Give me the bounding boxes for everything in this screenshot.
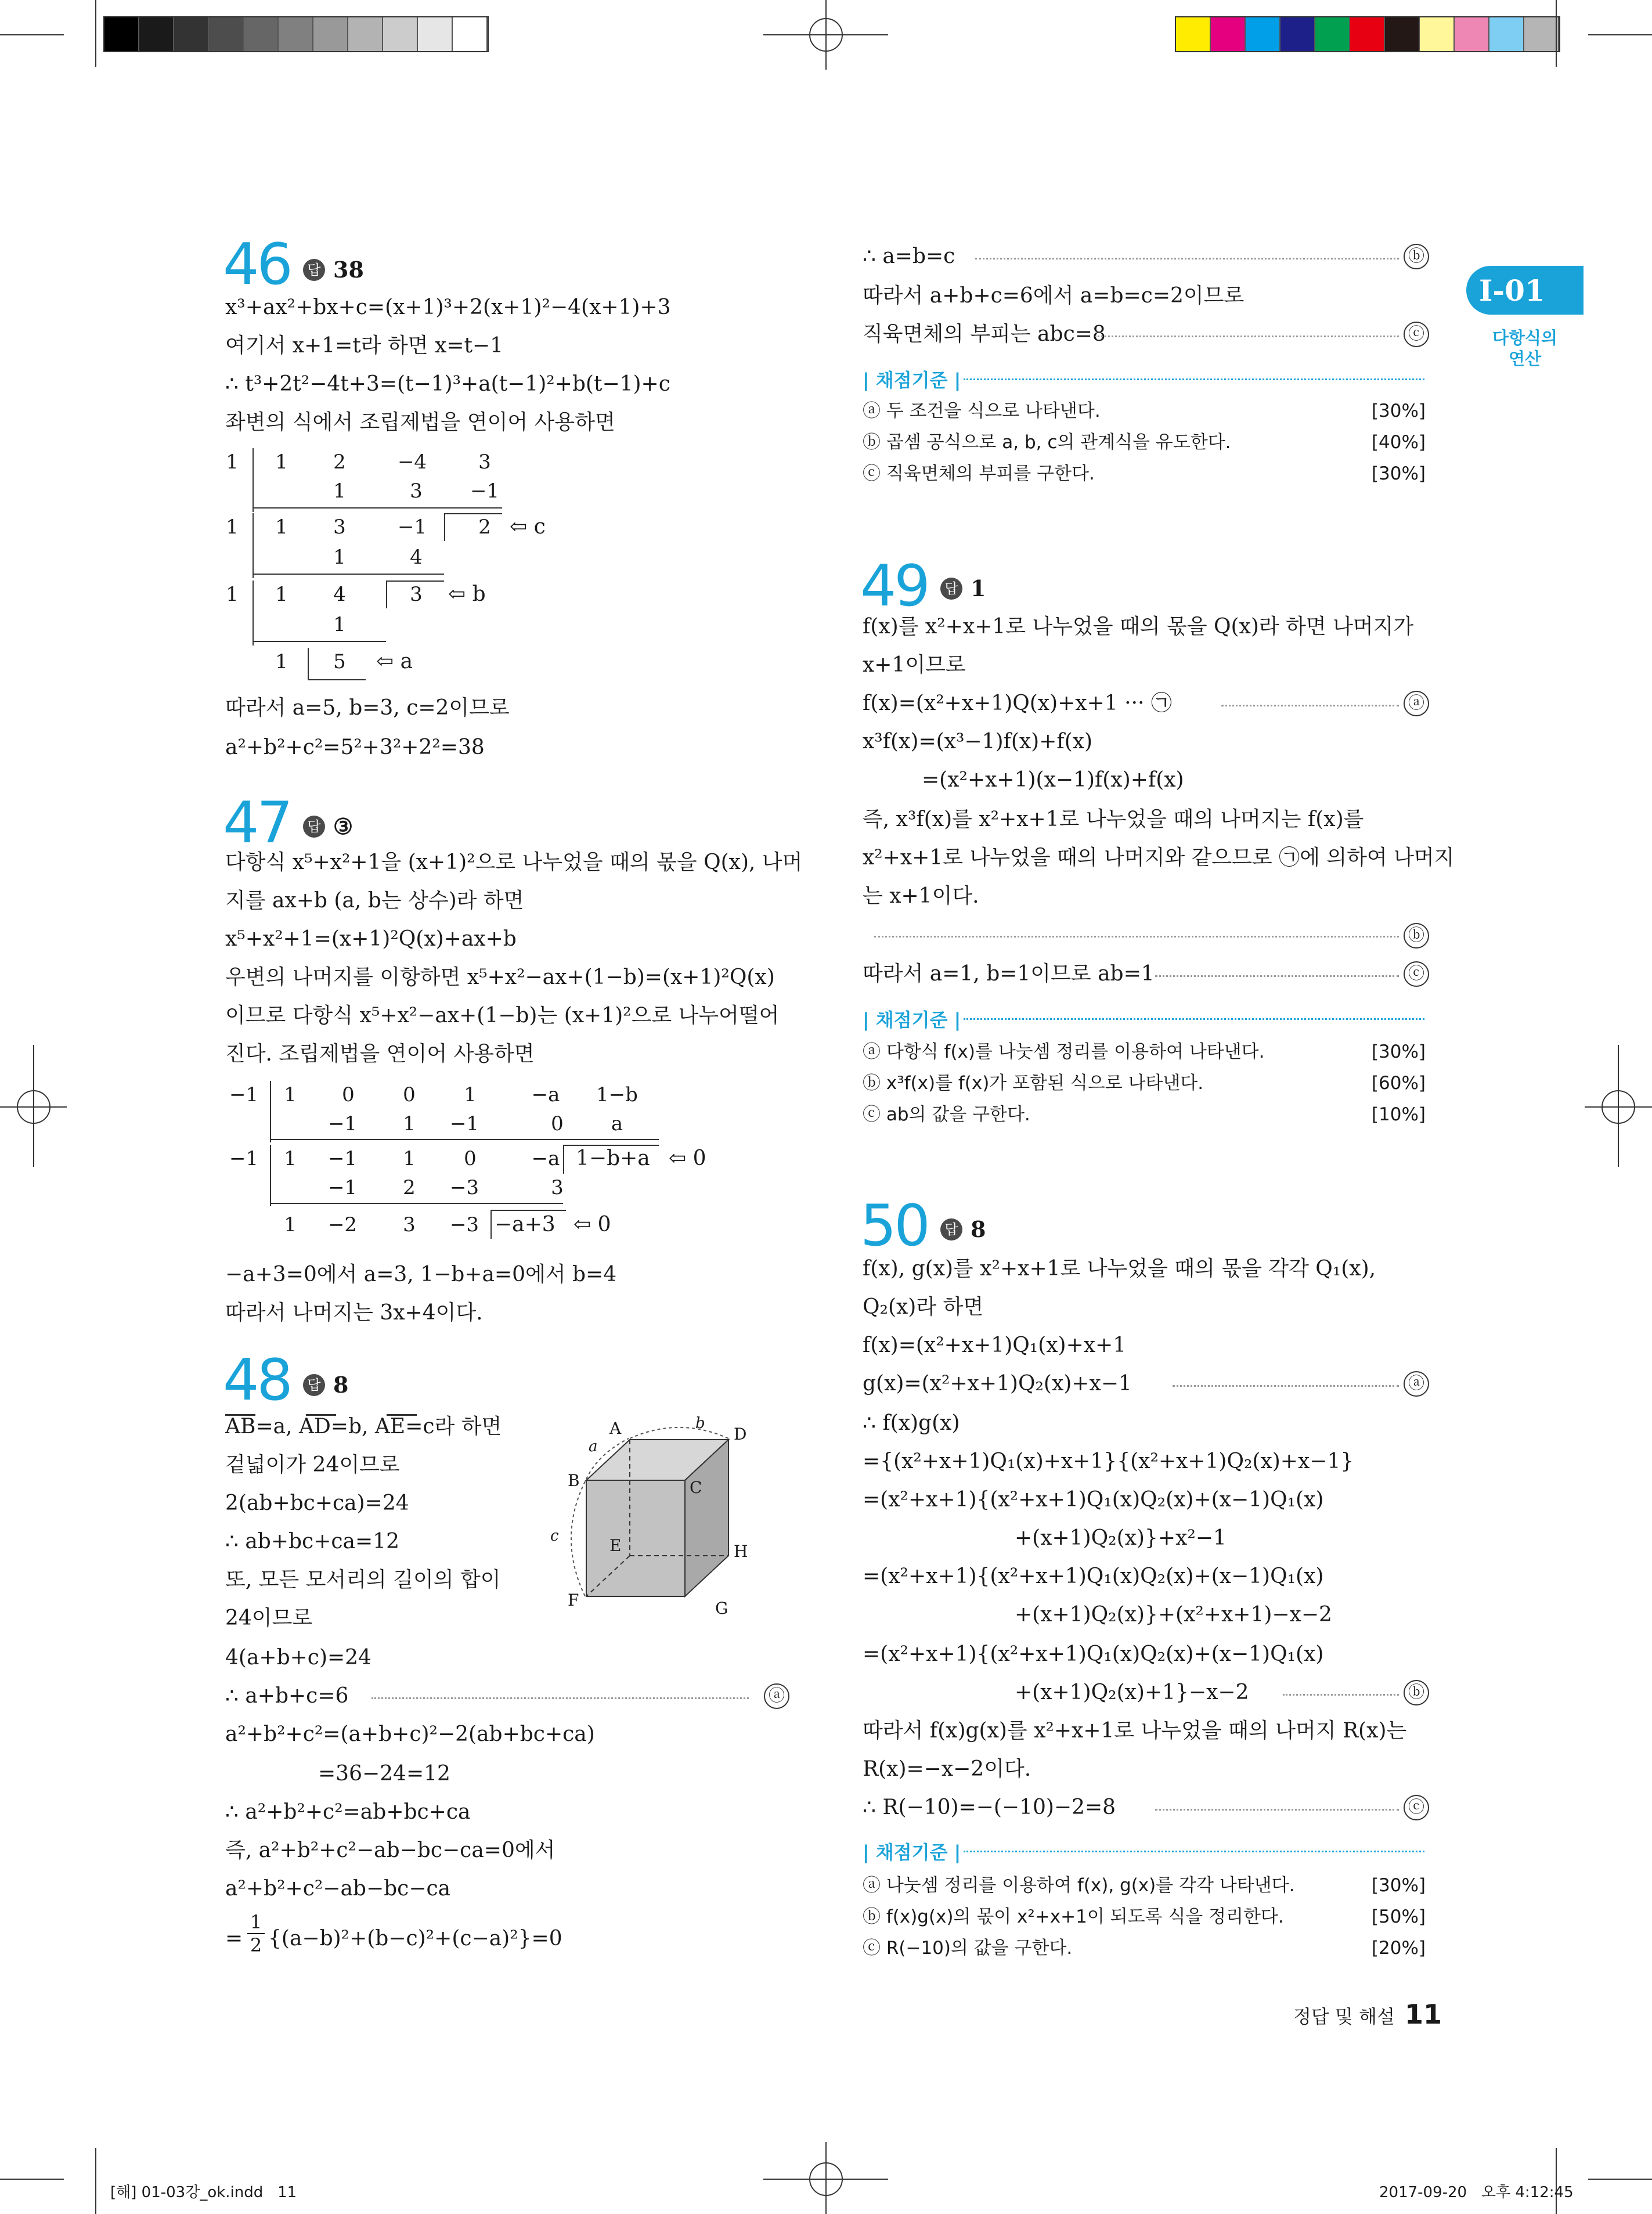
criteria-percent: [20%] [1371, 1938, 1426, 1959]
text-line: −a+3=0에서 a=3, 1−b+a=0에서 b=4 [225, 1263, 617, 1286]
answer-value: 8 [971, 1216, 986, 1242]
sd-cell: 3 [478, 450, 491, 474]
answer-label [303, 1372, 348, 1398]
vertex-label: F [568, 1591, 579, 1610]
text-line: +(x+1)Q₂(x)}+x²−1 [1015, 1526, 1227, 1550]
vertex-label: C [690, 1478, 702, 1497]
text-line: {(a−b)²+(b−c)²+(c−a)²}=0 [268, 1927, 562, 1950]
page-number: 11 [1405, 1999, 1442, 2030]
sd-cell: 3 [410, 583, 423, 606]
step-marker: ⓐ [764, 1683, 789, 1709]
sd-cell: 2 [403, 1176, 416, 1199]
text-line: f(x)를 x²+x+1로 나누었을 때의 몫을 Q(x)라 하면 나머지가 [863, 615, 1414, 639]
text-line: ∴ a=b=c [863, 244, 955, 268]
sd-cell: 1 [275, 450, 288, 474]
answer-value: 38 [333, 257, 364, 283]
text-line: 는 x+1이다. [863, 884, 979, 908]
sd-cell: 1−b [596, 1083, 638, 1106]
sd-cell: 0 [342, 1083, 355, 1106]
sd-cell: −1 [449, 1112, 479, 1135]
criteria-item: ⓐ 다항식 f(x)를 나눗셈 정리를 이용하여 나타낸다. [863, 1041, 1265, 1062]
text-line: =(x²+x+1){(x²+x+1)Q₁(x)Q₂(x)+(x−1)Q₁(x) [863, 1642, 1324, 1666]
text-line: a²+b²+c²=5²+3²+2²=38 [225, 735, 485, 759]
sd-cell: 0 [464, 1147, 477, 1170]
sd-cell: a [611, 1112, 623, 1135]
vertex-label: H [734, 1542, 748, 1561]
sd-arrow: ⇦ b [448, 582, 486, 606]
answer-value: ③ [333, 813, 354, 839]
text-line: Q₂(x)라 하면 [863, 1295, 984, 1319]
text-line: ∴ t³+2t²−4t+3=(t−1)³+a(t−1)²+b(t−1)+c [225, 372, 670, 396]
chapter-label-1: 다항식의 [1492, 328, 1558, 348]
answer-label [940, 1217, 986, 1242]
text-line: x²+x+1로 나누었을 때의 나머지와 같으므로 ㉠에 의하여 나머지 [863, 846, 1455, 870]
sd-cell: 3 [551, 1176, 564, 1199]
grading-criteria-label: 채점기준 [875, 1841, 948, 1863]
chapter-code: I-01 [1479, 273, 1545, 308]
text-line: x⁵+x²+1=(x+1)²Q(x)+ax+b [225, 927, 517, 951]
text-line: f(x), g(x)를 x²+x+1로 나누었을 때의 몫을 각각 Q₁(x), [863, 1257, 1376, 1281]
text-line: 다항식 x⁵+x²+1을 (x+1)²으로 나누었을 때의 몫을 Q(x), 나머 [225, 850, 803, 874]
text-line: 즉, x³f(x)를 x²+x+1로 나누었을 때의 나머지는 f(x)를 [863, 807, 1364, 831]
text-line: 즉, a²+b²+c²−ab−bc−ca=0에서 [225, 1838, 556, 1862]
sd-cell: 1 [403, 1147, 416, 1170]
sd-cell: −3 [449, 1176, 479, 1199]
grading-criteria-title: | 채점기준 | [863, 369, 961, 391]
sd-cell: 1 [333, 546, 346, 569]
problem-number: 46 [223, 232, 291, 298]
footer-label: 정답 및 해설 [1293, 2006, 1395, 2028]
fraction-numerator: 1 [250, 1911, 262, 1933]
text-line: +(x+1)Q₂(x)+1}−x−2 [1015, 1681, 1249, 1704]
sd-cell: 1 [275, 515, 288, 539]
sd-cell: 1 [275, 583, 288, 606]
criteria-item: ⓑ f(x)g(x)의 몫이 x²+x+1이 되도록 식을 정리한다. [863, 1906, 1284, 1927]
sd-cell: 1 [275, 650, 288, 673]
text-line: 직육면체의 부피는 abc=8 [863, 322, 1106, 346]
vertex-label: E [609, 1536, 622, 1555]
text-line: f(x)=(x²+x+1)Q(x)+x+1 ··· ㉠ [863, 691, 1172, 715]
text-line: g(x)=(x²+x+1)Q₂(x)+x−1 [863, 1372, 1132, 1396]
fraction [247, 1911, 265, 1956]
step-marker: ⓒ [1404, 322, 1429, 347]
sd-cell: 3 [403, 1213, 416, 1236]
sd-cell: 1 [464, 1083, 477, 1106]
cuboid-front-face [586, 1480, 685, 1596]
vertex-label: D [734, 1425, 747, 1444]
problem-number: 47 [223, 790, 291, 856]
sd-cell: −1 [470, 479, 500, 503]
criteria-item: ⓒ R(−10)의 값을 구한다. [863, 1938, 1073, 1959]
criteria-percent: [30%] [1371, 1875, 1426, 1896]
criteria-percent: [40%] [1371, 432, 1426, 453]
text-line: 24이므로 [225, 1606, 313, 1630]
step-marker: ⓑ [1404, 244, 1429, 269]
edge-label: a [589, 1438, 598, 1455]
sd-cell: −1 [229, 1147, 259, 1170]
text-line: =(x²+x+1){(x²+x+1)Q₁(x)Q₂(x)+(x−1)Q₁(x) [863, 1564, 1324, 1588]
text-line: = [225, 1927, 243, 1950]
edge-label: c [550, 1527, 559, 1545]
sd-cell: −1 [397, 515, 427, 539]
criteria-percent: [50%] [1371, 1906, 1426, 1927]
vertex-label: B [568, 1471, 580, 1490]
text-line: AB=a, AD=b, AE=c라 하면 [225, 1415, 502, 1438]
text-line: ∴ ab+bc+ca=12 [225, 1530, 399, 1553]
cuboid-figure [540, 1405, 795, 1620]
text-line: R(x)=−x−2이다. [863, 1757, 1031, 1781]
answer-value: 1 [971, 575, 986, 601]
answer-badge: 답 [303, 1374, 325, 1396]
sd-cell: 1 [284, 1213, 297, 1236]
text-line: x³+ax²+bx+c=(x+1)³+2(x+1)²−4(x+1)+3 [225, 295, 671, 319]
text-line: 지를 ax+b (a, b는 상수)라 하면 [225, 889, 524, 913]
sd-arrow: ⇦ a [376, 650, 413, 673]
sd-cell: −3 [449, 1213, 479, 1236]
sd-cell: 1 [403, 1112, 416, 1135]
sd-cell: −a+3 [495, 1213, 556, 1236]
text-line: 따라서 f(x)g(x)를 x²+x+1로 나누었을 때의 나머지 R(x)는 [863, 1719, 1407, 1743]
text-line: x³f(x)=(x³−1)f(x)+f(x) [863, 730, 1093, 753]
sd-cell: 1−b+a [576, 1146, 650, 1170]
sd-cell: 3 [410, 479, 423, 503]
answer-label [303, 814, 353, 839]
sd-cell: 5 [333, 650, 346, 673]
sd-cell: 1 [284, 1083, 297, 1106]
answer-label [940, 576, 986, 601]
criteria-item: ⓐ 두 조건을 식으로 나타낸다. [863, 401, 1101, 421]
answer-value: 8 [333, 1372, 349, 1398]
text-line: 따라서 a+b+c=6에서 a=b=c=2이므로 [863, 284, 1245, 308]
sd-cell: 0 [403, 1083, 416, 1106]
sd-cell: 1 [226, 515, 239, 539]
criteria-item: ⓒ 직육면체의 부피를 구한다. [863, 463, 1095, 484]
sd-cell: −1 [327, 1147, 358, 1170]
sd-arrow: ⇦ 0 [573, 1213, 611, 1236]
sd-cell: −1 [327, 1112, 358, 1135]
sd-cell: −a [531, 1147, 560, 1170]
sd-cell: 0 [551, 1112, 564, 1135]
text-line: 여기서 x+1=t라 하면 x=t−1 [225, 334, 503, 358]
criteria-item: ⓑ 곱셈 공식으로 a, b, c의 관계식을 유도한다. [863, 432, 1231, 453]
criteria-percent: [30%] [1371, 1041, 1426, 1062]
criteria-percent: [10%] [1371, 1104, 1426, 1125]
fraction-denominator: 2 [250, 1934, 262, 1956]
text-line: ∴ a+b+c=6 [225, 1684, 349, 1708]
problem-number: 50 [860, 1193, 928, 1259]
text-line: 따라서 a=1, b=1이므로 ab=1 [863, 962, 1155, 986]
text-line: 진다. 조립제법을 연이어 사용하면 [225, 1042, 535, 1066]
sd-cell: 1 [226, 450, 239, 474]
vertex-label: G [715, 1599, 728, 1618]
step-marker: ⓒ [1404, 961, 1429, 987]
criteria-percent: [30%] [1371, 401, 1426, 421]
grading-criteria-label: 채점기준 [875, 1009, 948, 1031]
text-line: ∴ a²+b²+c²=ab+bc+ca [225, 1800, 471, 1824]
slug-date: 2017-09-20 오후 4:12:45 [1379, 2184, 1574, 2201]
text-line: 따라서 a=5, b=3, c=2이므로 [225, 696, 510, 720]
text-line: 4(a+b+c)=24 [225, 1646, 371, 1669]
sd-cell: −2 [327, 1213, 358, 1236]
criteria-item: ⓑ x³f(x)를 f(x)가 포함된 식으로 나타낸다. [863, 1073, 1204, 1094]
text-line: =(x²+x+1)(x−1)f(x)+f(x) [922, 768, 1184, 792]
text-line: 따라서 나머지는 3x+4이다. [225, 1301, 483, 1325]
step-marker: ⓒ [1404, 1795, 1429, 1820]
grading-criteria-label: 채점기준 [875, 369, 948, 391]
sd-cell: 1 [333, 479, 346, 503]
slug-file: [해] 01-03강_ok.indd 11 [110, 2184, 297, 2201]
step-marker: ⓑ [1404, 923, 1429, 949]
text-line: 이므로 다항식 x⁵+x²−ax+(1−b)는 (x+1)²으로 나누어떨어 [225, 1004, 780, 1027]
grading-criteria-title: | 채점기준 | [863, 1009, 961, 1031]
text-line: a²+b²+c²−ab−bc−ca [225, 1877, 451, 1901]
sd-cell: 4 [333, 583, 346, 606]
problem-number: 48 [223, 1347, 291, 1414]
step-marker: ⓐ [1404, 691, 1429, 716]
chapter-label-2: 연산 [1508, 349, 1542, 369]
problem-number: 49 [860, 553, 928, 619]
text-line: ={(x²+x+1)Q₁(x)+x+1}{(x²+x+1)Q₂(x)+x−1} [863, 1449, 1354, 1473]
step-marker: ⓑ [1404, 1680, 1429, 1705]
sd-arrow: ⇦ c [510, 515, 546, 539]
text-line: ∴ f(x)g(x) [863, 1411, 960, 1435]
answer-badge: 답 [303, 816, 325, 838]
sd-cell: 2 [333, 450, 346, 474]
answer-badge: 답 [303, 259, 325, 281]
criteria-item: ⓒ ab의 값을 구한다. [863, 1104, 1030, 1125]
text-line: 2(ab+bc+ca)=24 [225, 1491, 409, 1515]
answer-label [303, 257, 364, 283]
vertex-label: A [609, 1419, 622, 1438]
text-line: +(x+1)Q₂(x)}+(x²+x+1)−x−2 [1015, 1603, 1332, 1627]
criteria-percent: [30%] [1371, 463, 1426, 484]
text-line: 좌변의 식에서 조립제법을 연이어 사용하면 [225, 410, 615, 434]
sd-cell: 1 [333, 613, 346, 636]
answer-badge: 답 [940, 1218, 962, 1241]
text-line: f(x)=(x²+x+1)Q₁(x)+x+1 [863, 1333, 1127, 1357]
text-line: =(x²+x+1){(x²+x+1)Q₁(x)Q₂(x)+(x−1)Q₁(x) [863, 1488, 1324, 1512]
sd-arrow: ⇦ 0 [669, 1146, 706, 1170]
sd-cell: −1 [229, 1083, 259, 1106]
sd-cell: −4 [397, 450, 427, 474]
answer-badge: 답 [940, 578, 962, 600]
criteria-percent: [60%] [1371, 1073, 1426, 1094]
sd-cell: 4 [410, 546, 423, 569]
text-line: x+1이므로 [863, 653, 966, 677]
text-line: a²+b²+c²=(a+b+c)²−2(ab+bc+ca) [225, 1722, 595, 1746]
criteria-item: ⓐ 나눗셈 정리를 이용하여 f(x), g(x)를 각각 나타낸다. [863, 1875, 1295, 1896]
text-line: 우변의 나머지를 이항하면 x⁵+x²−ax+(1−b)=(x+1)²Q(x) [225, 965, 775, 989]
sd-cell: 3 [333, 515, 346, 539]
text-line: 또, 모든 모서리의 길이의 합이 [225, 1568, 501, 1592]
sd-cell: 1 [226, 583, 239, 606]
text-line: =36−24=12 [318, 1762, 450, 1786]
text-line: ∴ R(−10)=−(−10)−2=8 [863, 1795, 1116, 1819]
text-line: 겉넓이가 24이므로 [225, 1453, 400, 1477]
sd-cell: 1 [284, 1147, 297, 1170]
step-marker: ⓐ [1404, 1371, 1429, 1397]
sd-cell: 2 [478, 515, 491, 539]
grading-criteria-title: | 채점기준 | [863, 1841, 961, 1863]
sd-cell: −a [531, 1083, 560, 1106]
sd-cell: −1 [327, 1176, 358, 1199]
edge-label: b [695, 1415, 705, 1432]
